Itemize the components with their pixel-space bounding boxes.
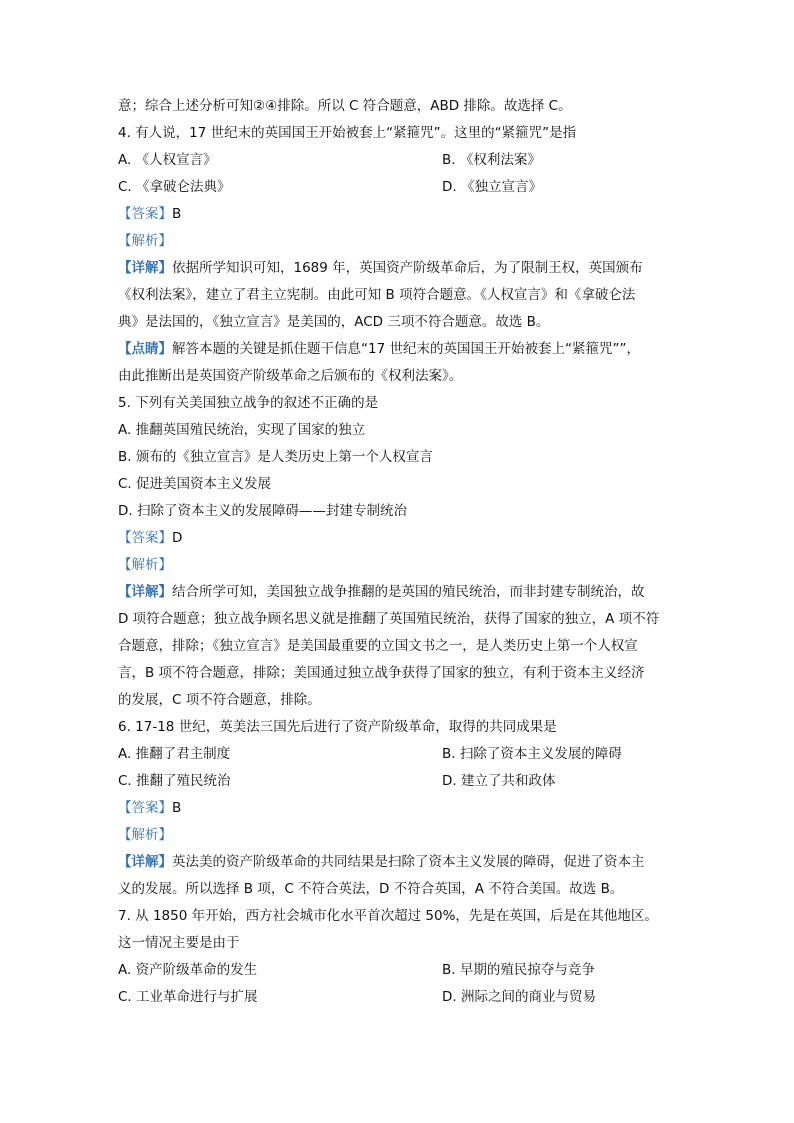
q7-option-a: A. 资产阶级革命的发生	[118, 962, 258, 978]
q4-detail-line-1	[118, 255, 678, 282]
q5-analysis-heading	[118, 552, 678, 579]
question-7-stem-line-2: 这一情况主要是由于	[118, 935, 240, 951]
q6-option-c: C. 推翻了殖民统治	[118, 773, 231, 789]
q4-answer-value: B	[172, 206, 182, 222]
q4-highlight-text-1: 解答本题的关键是抓住题干信息“17 世纪末的英国国王开始被套上“紧箍咒””，	[172, 341, 640, 357]
answer-label: 【答案】	[118, 530, 172, 546]
answer-label: 【答案】	[118, 800, 172, 816]
q4-highlight-line-2: 由此推断出是英国资产阶级革命之后颁布的《权利法案》。	[118, 368, 463, 384]
q5-detail-line-3: 合题意，排除；《独立宣言》是美国最重要的立国文书之一，是人类历史上第一个人权宣	[118, 638, 638, 654]
q4-analysis-heading	[118, 228, 678, 255]
q6-answer-value: B	[172, 800, 182, 816]
q6-option-d: D. 建立了共和政体	[442, 773, 556, 789]
q4-detail-line-2: 《权利法案》，建立了君主立宪制。由此可知 B 项符合题意。《人权宣言》和《拿破仑法	[118, 287, 636, 303]
analysis-label: 【解析】	[118, 827, 172, 843]
question-5-stem: 5. 下列有关美国独立战争的叙述不正确的是	[118, 395, 379, 411]
q6-detail-text-1: 英法美的资产阶级革命的共同结果是扫除了资本主义发展的障碍，促进了资本主	[172, 854, 645, 870]
q5-option-a: A. 推翻英国殖民统治，实现了国家的独立	[118, 422, 366, 438]
detail-label: 【详解】	[118, 260, 172, 276]
highlight-label: 【点睛】	[118, 341, 172, 357]
q4-detail-text-1: 依据所学知识可知，1689 年，英国资产阶级革命后，为了限制王权，英国颁布	[172, 260, 643, 276]
question-6-stem: 6. 17-18 世纪，英美法三国先后进行了资产阶级革命，取得的共同成果是	[118, 719, 557, 735]
q5-answer	[118, 525, 678, 552]
q6-option-b: B. 扫除了资本主义发展的障碍	[442, 746, 622, 762]
q4-detail-line-3: 典》是法国的，《独立宣言》是美国的，ACD 三项不符合题意。故选 B。	[118, 314, 550, 330]
continued-text: 意；综合上述分析可知②④排除。所以 C 符合题意，ABD 排除。故选择 C。	[118, 98, 572, 114]
q6-analysis-heading	[118, 822, 678, 849]
question-6-options-row-1	[118, 741, 678, 768]
q4-option-c: C. 《拿破仑法典》	[118, 179, 231, 195]
q7-option-c: C. 工业革命进行与扩展	[118, 989, 258, 1005]
question-7-options-row-1	[118, 957, 678, 984]
q6-detail-line-2: 义的发展。所以选择 B 项，C 不符合英法，D 不符合英国，A 不符合美国。故选 B。	[118, 881, 624, 897]
q5-detail-line-1	[118, 579, 678, 606]
page-content	[118, 93, 678, 1011]
answer-label: 【答案】	[118, 206, 172, 222]
q4-answer	[118, 201, 678, 228]
q4-option-a: A. 《人权宣言》	[118, 152, 217, 168]
question-7-options-row-2	[118, 984, 678, 1011]
q5-answer-value: D	[172, 530, 183, 546]
q5-option-d: D. 扫除了资本主义的发展障碍——封建专制统治	[118, 503, 407, 519]
analysis-label: 【解析】	[118, 233, 172, 249]
q6-answer	[118, 795, 678, 822]
q5-detail-line-5: 的发展，C 项不符合题意，排除。	[118, 692, 321, 708]
question-7-stem-line-1: 7. 从 1850 年开始，西方社会城市化水平首次超过 50%，先是在英国，后是在其他地区。	[118, 908, 658, 924]
q5-option-b: B. 颁布的《独立宣言》是人类历史上第一个人权宣言	[118, 449, 433, 465]
question-4-stem: 4. 有人说，17 世纪末的英国国王开始被套上“紧箍咒”。这里的“紧箍咒”是指	[118, 125, 577, 141]
q5-option-c: C. 促进美国资本主义发展	[118, 476, 272, 492]
q6-option-a: A. 推翻了君主制度	[118, 746, 231, 762]
q5-detail-line-2: D 项符合题意；独立战争顾名思义就是推翻了英国殖民统治，获得了国家的独立，A 项不符	[118, 611, 660, 627]
question-4-options-row-2	[118, 174, 678, 201]
q6-detail-line-1	[118, 849, 678, 876]
q5-detail-line-4: 言，B 项不符合题意，排除；美国通过独立战争获得了国家的独立，有利于资本主义经济	[118, 665, 645, 681]
question-6-options-row-2	[118, 768, 678, 795]
q4-option-b: B. 《权利法案》	[442, 152, 541, 168]
analysis-label: 【解析】	[118, 557, 172, 573]
q7-option-d: D. 洲际之间的商业与贸易	[442, 989, 596, 1005]
question-4-options-row-1	[118, 147, 678, 174]
q4-highlight-line-1	[118, 336, 678, 363]
q5-detail-text-1: 结合所学可知，美国独立战争推翻的是英国的殖民统治，而非封建专制统治，故	[172, 584, 645, 600]
q7-option-b: B. 早期的殖民掠夺与竞争	[442, 962, 595, 978]
q4-option-d: D. 《独立宣言》	[442, 179, 542, 195]
detail-label: 【详解】	[118, 854, 172, 870]
detail-label: 【详解】	[118, 584, 172, 600]
